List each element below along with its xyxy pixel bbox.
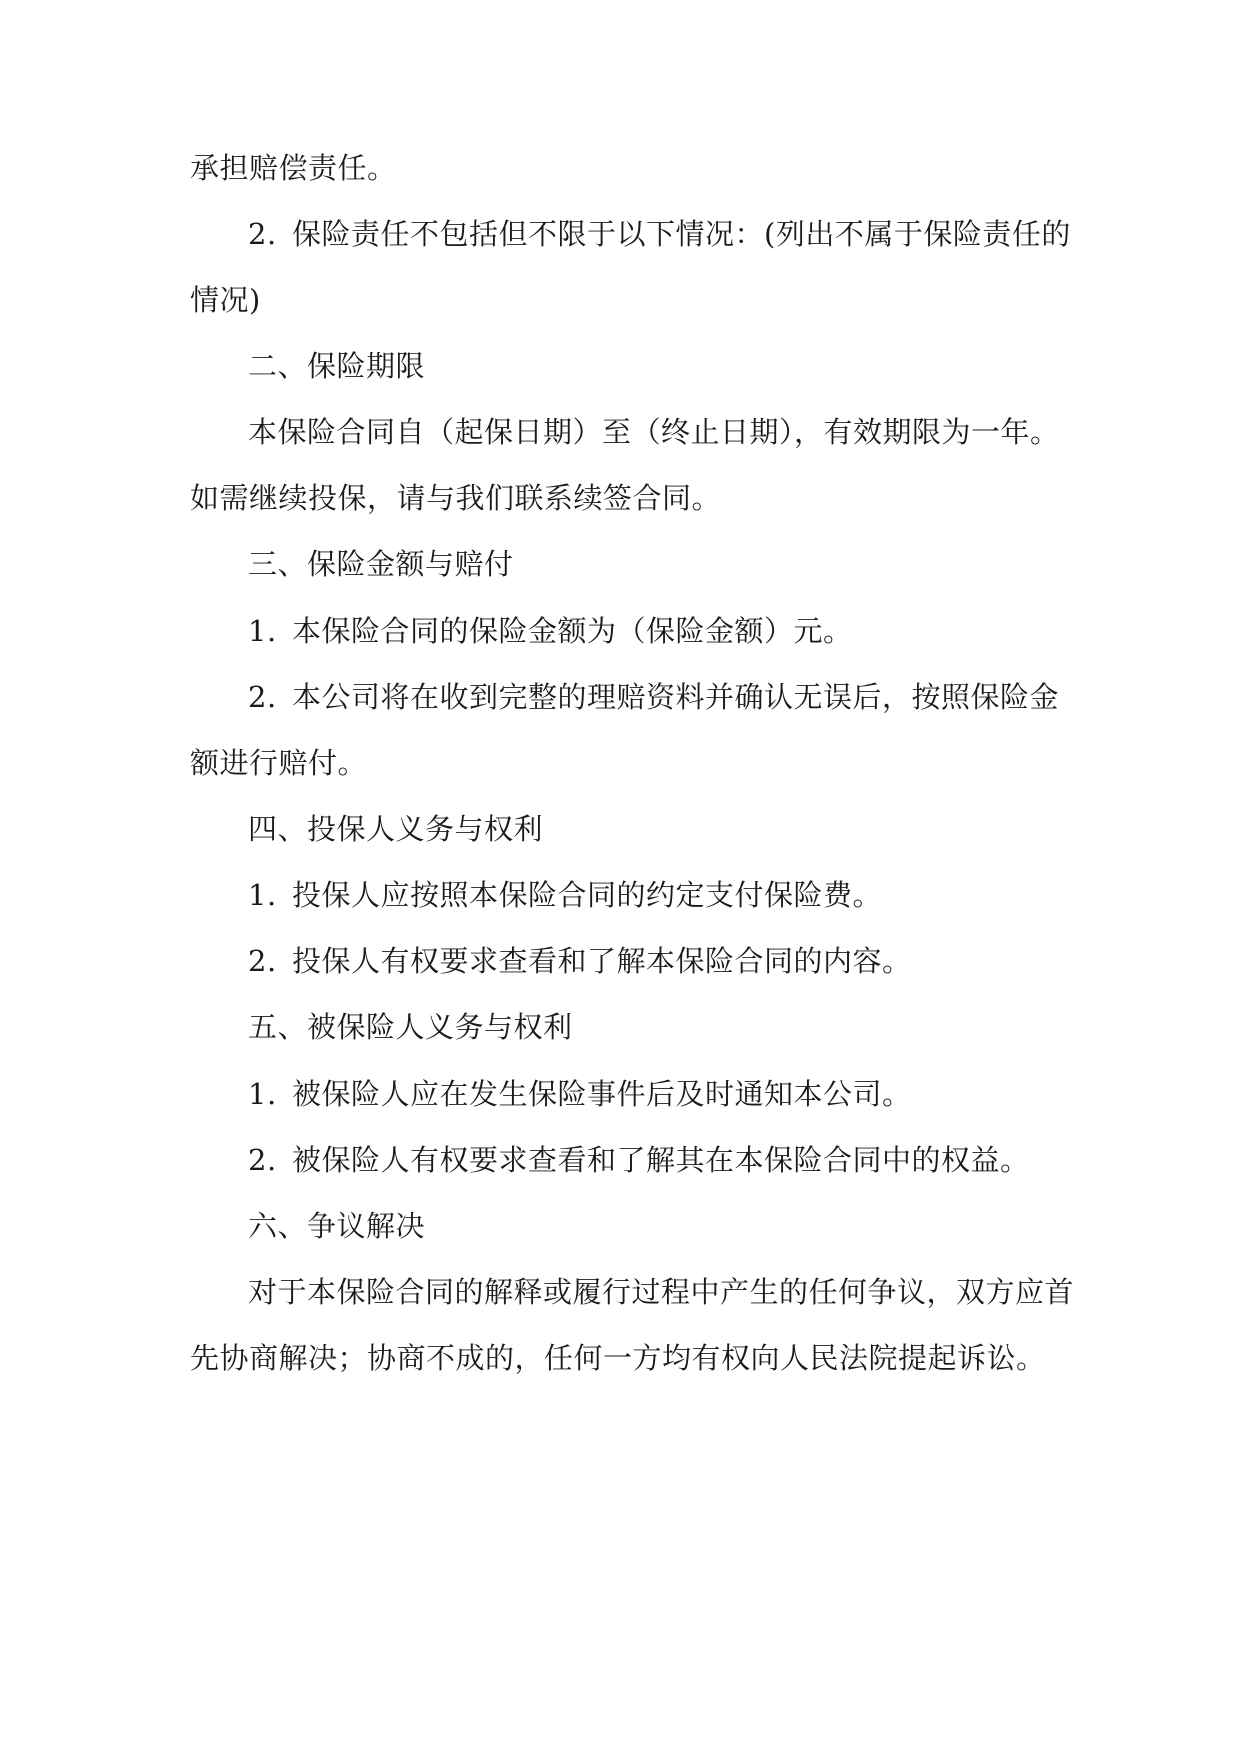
heading-text: 六、争议解决 <box>248 1209 426 1243</box>
paragraph-line <box>190 280 261 320</box>
list-number: 1. <box>248 614 277 648</box>
paragraph-line <box>190 478 721 518</box>
list-item <box>248 875 882 915</box>
list-item <box>248 214 1071 254</box>
line-text: 被保险人应在发生保险事件后及时通知本公司。 <box>292 1077 912 1111</box>
line-text: 如需继续投保，请与我们联系续签合同。 <box>190 481 722 515</box>
list-number: 2. <box>248 944 277 978</box>
line-text: 情况) <box>190 283 261 317</box>
list-item <box>248 677 1059 717</box>
list-number: 1. <box>248 1077 277 1111</box>
line-text: 投保人应按照本保险合同的约定支付保险费。 <box>292 878 883 912</box>
heading-text: 二、保险期限 <box>248 349 426 383</box>
paragraph-line <box>190 148 397 188</box>
line-text: 承担赔偿责任。 <box>190 151 397 185</box>
list-number: 2. <box>248 1143 277 1177</box>
line-text: 本保险合同的保险金额为（保险金额）元。 <box>292 614 853 648</box>
list-item <box>248 941 912 981</box>
section-heading <box>248 1206 425 1246</box>
line-text: 额进行赔付。 <box>190 746 368 780</box>
line-text: 对于本保险合同的解释或履行过程中产生的任何争议，双方应首 <box>248 1275 1075 1309</box>
list-item <box>248 1140 1030 1180</box>
heading-text: 四、投保人义务与权利 <box>248 812 544 846</box>
paragraph-line <box>248 412 1060 452</box>
list-number: 2. <box>248 680 277 714</box>
line-text: 投保人有权要求查看和了解本保险合同的内容。 <box>292 944 912 978</box>
line-text: 本保险合同自（起保日期）至（终止日期），有效期限为一年。 <box>248 415 1060 449</box>
line-text: 本公司将在收到完整的理赔资料并确认无误后，按照保险金 <box>292 680 1060 714</box>
list-item <box>248 1074 912 1114</box>
line-text: 保险责任不包括但不限于以下情况：(列出不属于保险责任的 <box>292 217 1071 251</box>
section-heading <box>248 809 543 849</box>
heading-text: 五、被保险人义务与权利 <box>248 1010 573 1044</box>
section-heading <box>248 346 425 386</box>
line-text: 被保险人有权要求查看和了解其在本保险合同中的权益。 <box>292 1143 1030 1177</box>
section-heading <box>248 544 514 584</box>
line-text: 先协商解决；协商不成的，任何一方均有权向人民法院提起诉讼。 <box>190 1341 1046 1375</box>
list-item <box>248 611 853 651</box>
heading-text: 三、保险金额与赔付 <box>248 547 514 581</box>
paragraph-line <box>190 1338 1046 1378</box>
list-number: 2. <box>248 217 277 251</box>
paragraph-line <box>190 743 367 783</box>
list-number: 1. <box>248 878 277 912</box>
section-heading <box>248 1007 573 1047</box>
paragraph-line <box>248 1272 1074 1312</box>
